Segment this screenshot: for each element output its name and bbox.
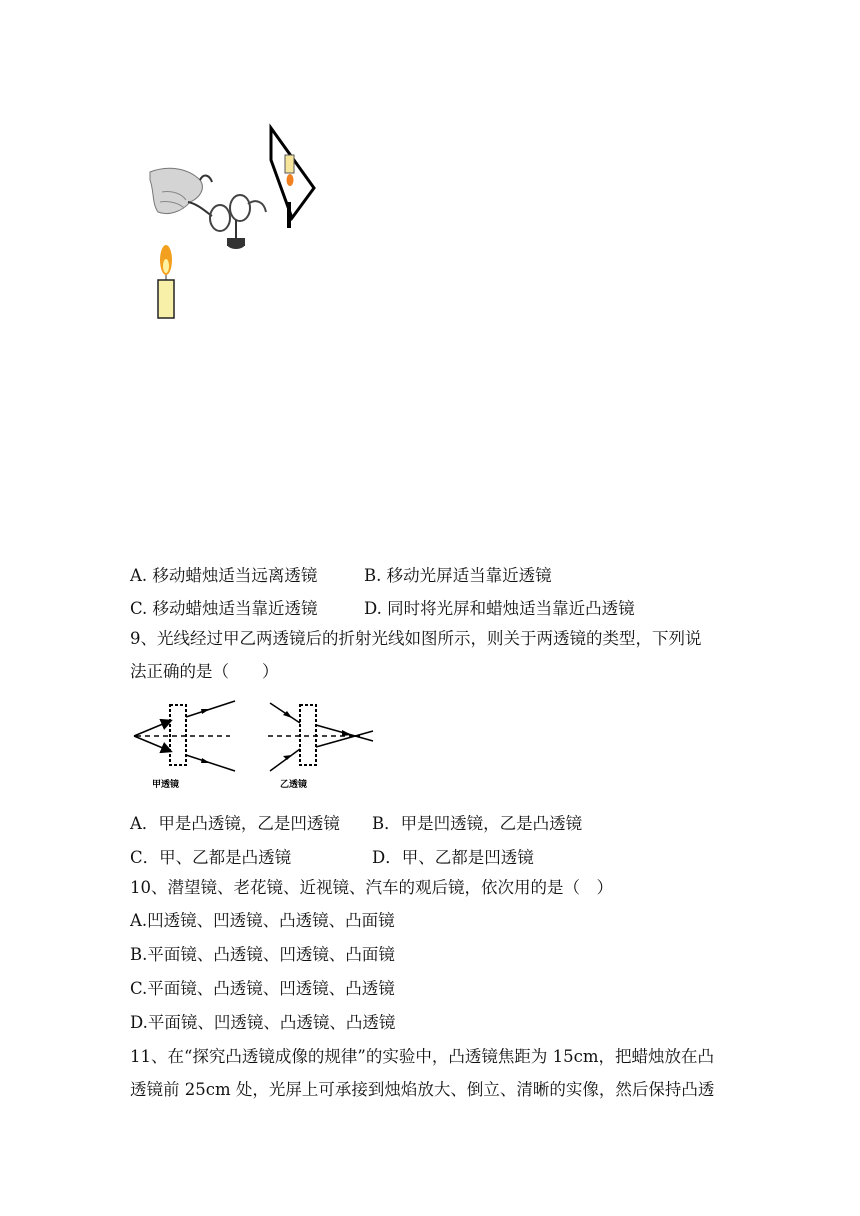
q8-option-a: A. 移动蜡烛适当远离透镜 — [130, 566, 318, 585]
q10-option-c: C.平面镜、凸透镜、凹透镜、凸透镜 — [130, 979, 395, 998]
hand-holding-glasses — [150, 168, 212, 216]
q11-stem-line-1: 11、在“探究凸透镜成像的规律”的实验中，凸透镜焦距为 15cm，把蜡烛放在凸 — [130, 1047, 714, 1066]
q9-option-a: A．甲是凸透镜，乙是凹透镜 — [130, 814, 340, 833]
caption-yi: 乙透镜 — [280, 780, 308, 790]
q8-option-c: C. 移动蜡烛适当靠近透镜 — [130, 599, 318, 618]
q9-option-c: C．甲、乙都是凸透镜 — [130, 848, 292, 867]
q8-option-d: D. 同时将光屏和蜡烛适当靠近凸透镜 — [364, 599, 635, 618]
lens-yi — [268, 703, 373, 771]
light-screen — [271, 128, 314, 228]
q9-option-b: B．甲是凹透镜，乙是凸透镜 — [372, 814, 583, 833]
q10-option-a: A.凹透镜、凹透镜、凸透镜、凸面镜 — [130, 911, 395, 930]
caption-jia: 甲透镜 — [152, 780, 180, 790]
q9-stem-line-2: 法正确的是（ ） — [130, 662, 279, 681]
q9-option-d: D．甲、乙都是凹透镜 — [372, 848, 534, 867]
q10-option-b: B.平面镜、凸透镜、凹透镜、凸面镜 — [130, 945, 395, 964]
q8-option-b: B. 移动光屏适当靠近透镜 — [364, 566, 552, 585]
eyeglasses — [210, 195, 266, 231]
lens-ray-diagram — [130, 695, 380, 790]
candle — [158, 245, 174, 318]
q11-stem-line-2: 透镜前 25cm 处，光屏上可承接到烛焰放大、倒立、清晰的实像，然后保持凸透 — [130, 1080, 715, 1099]
q9-stem-line-1: 9、光线经过甲乙两透镜后的折射光线如图所示，则关于两透镜的类型，下列说 — [130, 629, 702, 648]
q10-option-d: D.平面镜、凹透镜、凸透镜、凸透镜 — [130, 1013, 396, 1032]
lens-experiment-illustration — [140, 120, 340, 330]
q10-stem: 10、潜望镜、老花镜、近视镜、汽车的观后镜，依次用的是（ ） — [130, 878, 613, 897]
lens-jia — [134, 701, 235, 771]
